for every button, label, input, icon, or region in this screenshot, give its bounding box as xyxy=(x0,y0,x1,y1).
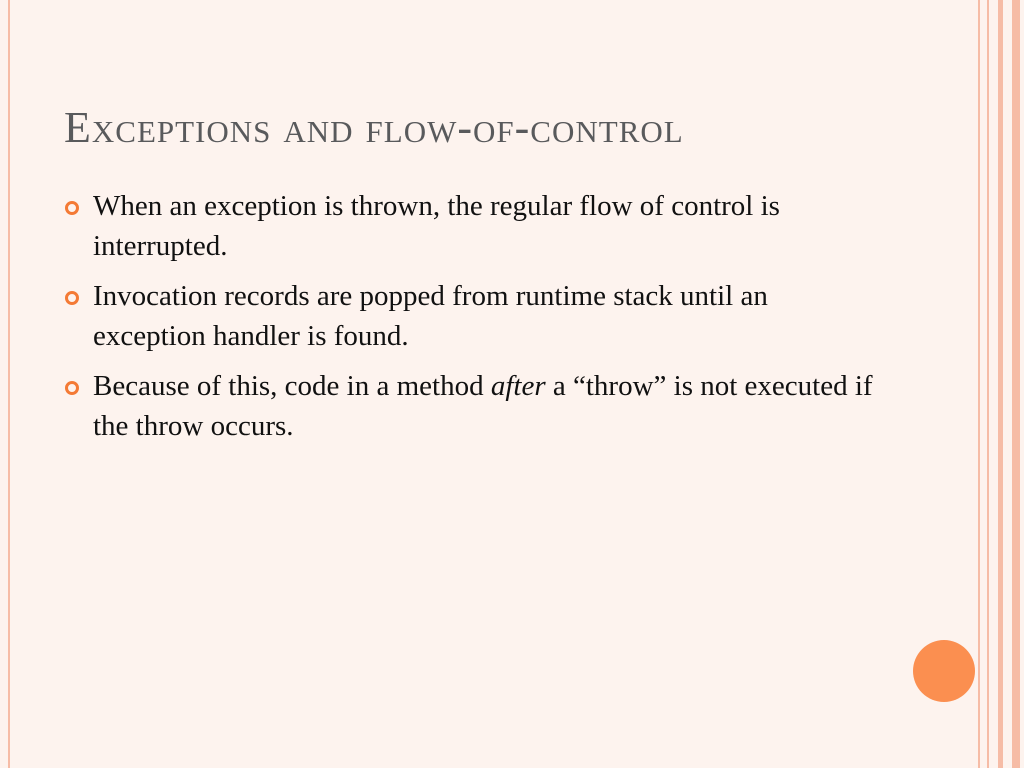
stripe xyxy=(998,0,1003,768)
bullet-text xyxy=(93,366,873,446)
bullet-text: Invocation records are popped from runtime stack until an exception handler is found. xyxy=(93,280,768,352)
ring-bullet-icon xyxy=(65,381,79,395)
bullet-item xyxy=(64,186,884,266)
slide-title: Exceptions and flow-of-control xyxy=(64,103,684,152)
bullet-item xyxy=(64,366,884,446)
bullet-text-before: Because of this, code in a method xyxy=(93,370,491,402)
ring-bullet-icon xyxy=(65,291,79,305)
right-edge-stripes xyxy=(978,0,1024,768)
bullet-text-after: a “throw” is not executed if the throw occurs. xyxy=(93,370,873,442)
stripe xyxy=(978,0,980,768)
stripe xyxy=(1012,0,1020,768)
orange-circle-icon xyxy=(913,640,975,702)
bullet-item xyxy=(64,276,884,356)
left-border-line xyxy=(8,0,10,768)
stripe xyxy=(987,0,989,768)
bullet-text: When an exception is thrown, the regular flow of control is interrupted. xyxy=(93,190,780,262)
ring-bullet-icon xyxy=(65,201,79,215)
bullet-text-emphasis: after xyxy=(490,370,546,402)
bullet-list xyxy=(64,186,884,456)
